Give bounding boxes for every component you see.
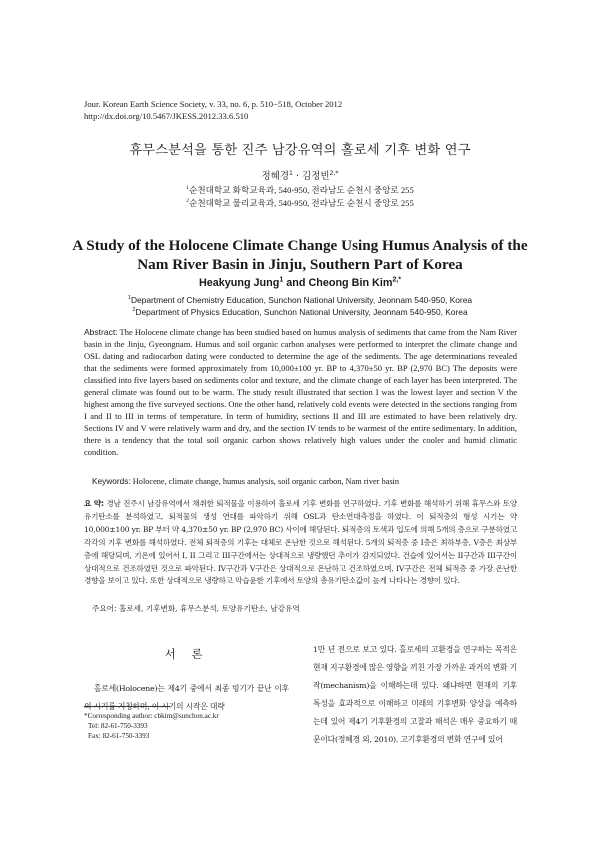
- korean-authors: [0, 168, 600, 182]
- body-right-column: 1만 년 전으로 보고 있다. 홀로세의 고환경을 연구하는 목적은 현재 지구환경에 많은 영향을 끼친 가장 가까운 과거의 변화 기작(mechanism)을 이해하는데 있다. 왜냐하면 현재의 기후 특성을 효과적으로 이해하고 미래의 기후변화 양상을 예측하는데 있어 제4기 기후환경의 고찰과 해석은 매우 중요하기 때문이다(정혜경 외, 2010). 고기후환경의 변화 연구에 있어: [313, 645, 517, 745]
- korean-keywords-label: 주요어:: [92, 604, 117, 613]
- keywords-label: Keywords:: [92, 476, 131, 486]
- korean-affiliation-1: [0, 184, 600, 197]
- korean-keywords: [92, 603, 517, 614]
- journal-citation: Jour. Korean Earth Science Society, v. 33, no. 6, p. 510−518, October 2012: [84, 99, 343, 109]
- english-author-and: and: [283, 277, 309, 289]
- journal-doi[interactable]: http://dx.doi.org/10.5467/JKESS.2012.33.6.510: [84, 111, 249, 121]
- body-left-column: 홀로세(Holocene)는 제4기 중에서 최종 빙기가 끝난 이후의 시기를 지칭하며, 이 시기의 시작은 대략: [84, 684, 289, 712]
- english-author-1-sup: 1: [279, 276, 284, 284]
- korean-author-separator: ·: [292, 171, 303, 182]
- english-affiliation-2-sup: 2: [132, 306, 136, 313]
- footnote-tel: Tel: 82-61-750-3393: [88, 722, 148, 731]
- korean-keywords-text: 홀로세, 기후변화, 휴무스분석, 토양유기탄소, 남강유역: [116, 604, 300, 613]
- keywords-text: Holocene, climate change, humus analysis, soil organic carbon, Nam river basin: [130, 477, 399, 486]
- korean-abstract: [84, 498, 517, 588]
- english-abstract: [84, 326, 517, 459]
- english-affiliation-1-sup: 1: [127, 295, 131, 302]
- footnote-divider: [84, 706, 170, 707]
- english-affiliation-1-text: Department of Chemistry Education, Sunchon National University, Jeonnam 540-950, Korea: [130, 295, 473, 305]
- korean-abstract-text: 경남 진주시 남강유역에서 채취한 퇴적물을 이용하여 홀로세 기후 변화를 연구하였다. 기후 변화를 해석하기 위해 휴무스와 토양유기탄소를 분석하였고, 퇴적물의 생성 연대를 파악하기 위해 OSL과 탄소연대측정을 하였다. 이 퇴적층의 형성 시기는 약 10,000±100 yr. BP 부터 약 4,370±50 yr. BP (2,970 BC) 사이에 해당된다. 퇴적층의 토색과 입도에 의해 5개의 층으로 구분하였고 각각의 기후 변화를 해석하였다. 전체 퇴적층의 기후는 대체로 온난한 것으로 해석된다. 5개의 퇴적층 중 I층은 최하부층, V층은 최상부층에 해당되며, 기온에 있어서 I, II 그리고 III구간에서는 상대적으로 냉량했던 추이가 감지되었다. 건습에 있어서는 II구간과 III구간이 상대적으로 건조하였던 것으로 파악된다. IV구간과 V구간은 상대적으로 온난하고 건조하였으며, IV구간은 전체 퇴적층 중 가장 온난한 경향을 보이고 있다. 또한 상대적으로 냉량하고 악습윤한 기후에서 토양의 총유기탄소값이 높게 나타나는 경향이 있다.: [84, 499, 517, 586]
- english-affiliation-2-text: Department of Physics Education, Sunchon National University, Jeonnam 540-950, Korea: [135, 306, 468, 317]
- korean-affiliations: [0, 184, 600, 210]
- abstract-text: The Holocene climate change has been studied based on humus analysis of sediments that came from the Nam River basin in the Jinju, Gyeongnam. Humus and soil organic carbon analyses were performed to interpret the climate change and OSL dating and radiocarbon dating were conducted to determine the age of the sediments. The age determinations revealed that the sediments were formed approximately from 10,000±100 yr. BP to 4,370±50 yr. BP (2,970 BC) The deposits were classified into five layers based on sediments color and texture, and the climate change of each layer has been interpreted. The general climate was found out to be warm. The study result illustrated that section I was the lowest layer and section V the highest among the five surveyed sections. One the other hand, relatively cold events were detected in the sections ranging from I and II to III in terms of temperature. In term of humidity, sections II and III are estimated to have been relatively dry. Sections IV and V were relatively warm and dry, and the section IV tends to be warmest of the entire sedimentary. In addition, there is a tendency that the total soil organic carbon shows relatively high values under the cooler and humid climatic condition.: [84, 327, 517, 458]
- korean-author-1-sup: 1: [289, 169, 293, 177]
- abstract-label: Abstract:: [84, 327, 118, 337]
- korean-affiliation-1-text: 순천대학교 화학교육과, 540-950, 전라남도 순천시 중앙로 255: [189, 185, 414, 195]
- footnote-corresponding: *Corresponding author: cbkim@sunchon.ac.kr: [84, 712, 219, 720]
- korean-author-2-sup: 2,*: [329, 169, 339, 177]
- korean-affiliation-2: [0, 197, 600, 210]
- english-author-2: Cheong Bin Kim: [308, 277, 393, 289]
- korean-affiliation-2-text: 순천대학교 물리교육과, 540-950, 전라남도 순천시 중앙로 255: [189, 198, 414, 208]
- journal-header: [84, 98, 524, 122]
- korean-abstract-label: 요 약:: [84, 499, 104, 508]
- english-affiliation-1: [0, 295, 600, 307]
- english-affiliation-2: [0, 307, 600, 319]
- footnote-fax: Fax: 82-61-750-3393: [88, 732, 150, 741]
- english-authors: [0, 277, 600, 289]
- english-author-1: Heakyung Jung: [198, 277, 280, 289]
- english-keywords: [92, 476, 517, 486]
- english-title: A Study of the Holocene Climate Change Using Humus Analysis of the Nam River Basin in Jinju, Southern Part of Korea: [72, 237, 528, 273]
- footnote: [84, 711, 289, 742]
- korean-author-1: 정혜경: [261, 171, 290, 182]
- english-affiliations: [0, 295, 600, 318]
- korean-affiliation-1-sup: 1: [186, 185, 190, 192]
- korean-title: 휴무스분석을 통한 진주 남강유역의 홀로세 기후 변화 연구: [129, 143, 471, 158]
- english-author-2-sup: 2,*: [392, 276, 402, 284]
- section-heading: 서 론: [164, 647, 209, 661]
- korean-author-2: 김정빈: [302, 171, 330, 182]
- korean-affiliation-2-sup: 2: [186, 198, 190, 205]
